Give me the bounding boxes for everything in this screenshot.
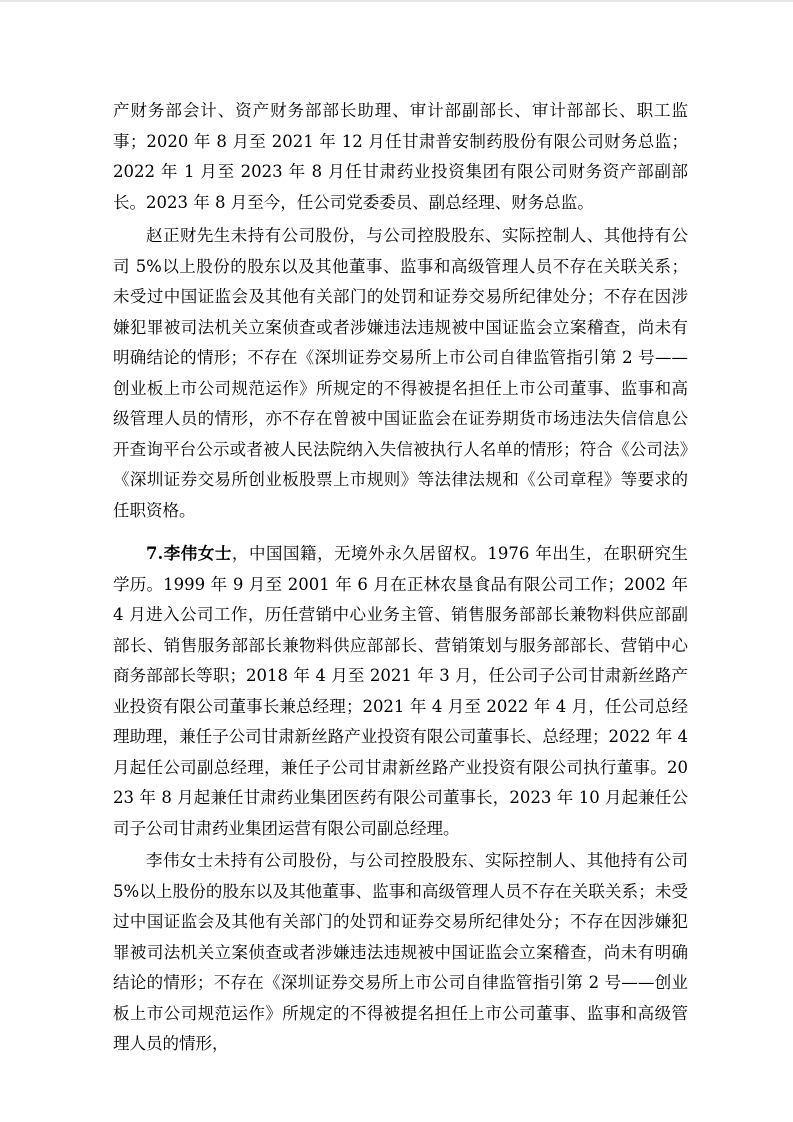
document-text-content xyxy=(113,96,688,1060)
page-top-edge xyxy=(0,0,793,2)
paragraph-zhao-bio-continuation: 产财务部会计、资产财务部部长助理、审计部副部长、审计部部长、职工监事；2020 年 8 月至 2021 年 12 月任甘肃普安制药股份有限公司财务总监；2022 年 1 月至 2023 年 8 月任甘肃药业投资集团有限公司财务资产部副部长。2023 年 8 月至今，任公司党委委员、副总经理、财务总监。 xyxy=(113,101,688,212)
paragraph-liwei-qualification-statement: 李伟女士未持有公司股份，与公司控股股东、实际控制人、其他持有公司 5%以上股份的股东以及其他董事、监事和高级管理人员不存在关联关系；未受过中国证监会及其他有关部门的处罚和证券交易所纪律处分；不存在因涉嫌犯罪被司法机关立案侦查或者涉嫌违法违规被中国证监会立案稽查，尚未有明确结论的情形；不存在《深圳证券交易所上市公司自律监管指引第 2 号——创业板上市公司规范运作》所规定的不得被提名担任上市公司董事、监事和高级管理人员的情形， xyxy=(113,851,688,1053)
liwei-bio-text: ，中国国籍，无境外永久居留权。1976 年出生，在职研究生学历。1999 年 9 月至 2001 年 6 月在正林农垦食品有限公司工作；2002 年 4 月进入公司工作，历任营销中心业务主管、销售服务部部长兼物料供应部副部长、销售服务部部长兼物料供应部部长、营销策划与服务部部长、营销中心商务部部长等职；2018 年 4 月至 2021 年 3 月，任公司子公司甘肃新丝路产业投资有限公司董事长兼总经理；2021 年 4 月至 2022 年 4 月，任公司总经理助理，兼任子公司甘肃新丝路产业投资有限公司董事长、总经理；2022 年 4 月起任公司副总经理，兼任子公司甘肃新丝路产业投资有限公司执行董事。2023 年 8 月起兼任甘肃药业集团医药有限公司董事长，2023 年 10 月起兼任公司子公司甘肃药业集团运营有限公司副总经理。 xyxy=(113,544,688,838)
paragraph-zhao-qualification-statement: 赵正财先生未持有公司股份，与公司控股股东、实际控制人、其他持有公司 5%以上股份的股东以及其他董事、监事和高级管理人员不存在关联关系；未受过中国证监会及其他有关部门的处罚和证券交易所纪律处分；不存在因涉嫌犯罪被司法机关立案侦查或者涉嫌违法违规被中国证监会立案稽查，尚未有明确结论的情形；不存在《深圳证券交易所上市公司自律监管指引第 2 号——创业板上市公司规范运作》所规定的不得被提名担任上市公司董事、监事和高级管理人员的情形，亦不存在曾被中国证监会在证券期货市场违法失信信息公开查询平台公示或者被人民法院纳入失信被执行人名单的情形；符合《公司法》《深圳证券交易所创业板股票上市规则》等法律法规和《公司章程》等要求的任职资格。 xyxy=(113,226,688,520)
paragraph-liwei-bio xyxy=(113,539,688,844)
liwei-name-heading: 7.李伟女士 xyxy=(146,544,232,563)
